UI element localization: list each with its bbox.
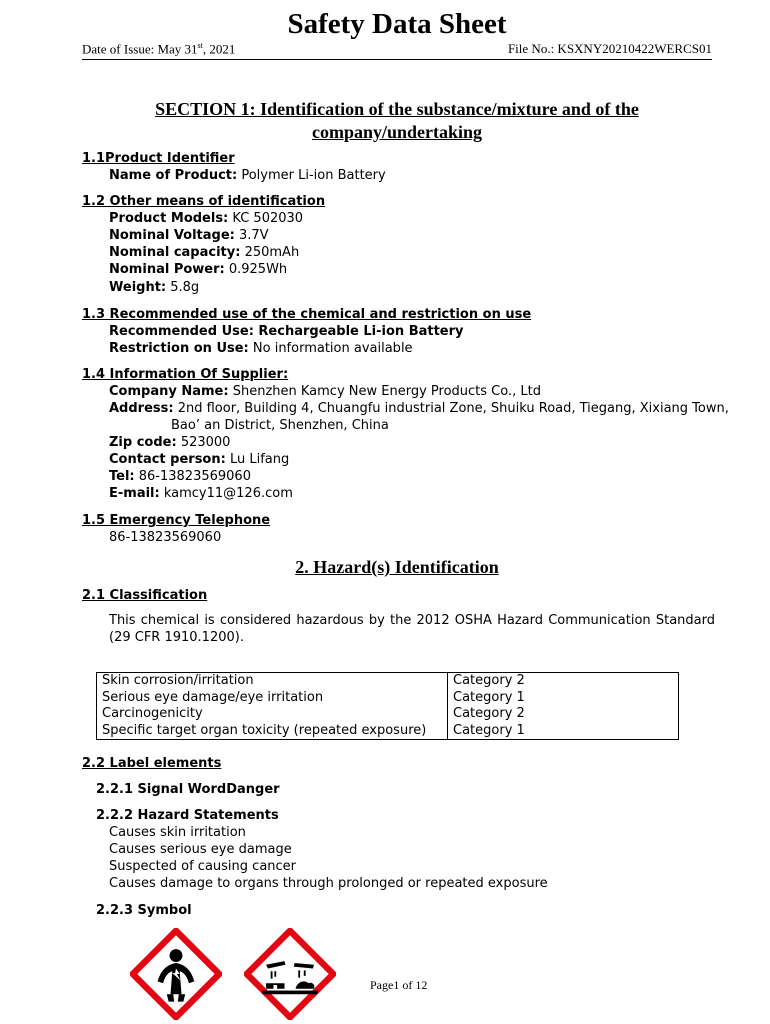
health-hazard-icon (130, 928, 222, 1020)
table-row (97, 690, 679, 707)
heading-2-2: 2.2 Label elements (82, 756, 222, 771)
file-number: File No.: KSXNY20210422WERCS01 (507, 41, 712, 56)
category-cell: Category 2 (448, 706, 679, 723)
hazard-statements-heading: 2.2.2 Hazard Statements (96, 808, 279, 823)
page-number: Page1 of 12 (370, 978, 428, 992)
symbol-heading: 2.2.3 Symbol (96, 903, 192, 918)
section-1-title: SECTION 1: Identification of the substance/mixture and of the company/undertaking (155, 99, 639, 142)
product-models-row: Product Models: KC 502030 (109, 211, 304, 226)
hazard-statement: Causes skin irritation (109, 825, 246, 840)
address-row: Address: 2nd floor, Building 4, Chuangfu industrial Zone, Shuiku Road, Tiegang, Xixiang Town, (109, 401, 729, 416)
contact-person-row: Contact person: Lu Lifang (109, 452, 290, 467)
issue-date: Date of Issue: May 31st, 2021 (82, 41, 236, 57)
nominal-voltage-row: Nominal Voltage: 3.7V (109, 228, 269, 243)
heading-1-3: 1.3 Recommended use of the chemical and restriction on use (82, 307, 532, 322)
nominal-power-row: Nominal Power: 0.925Wh (109, 262, 288, 277)
hazard-cell: Skin corrosion/irritation (97, 673, 448, 690)
nominal-capacity-row: Nominal capacity: 250mAh (109, 245, 300, 260)
zip-code-row: Zip code: 523000 (109, 435, 231, 450)
document-title: Safety Data Sheet (287, 8, 507, 40)
weight-row: Weight: 5.8g (109, 280, 200, 295)
heading-2-1: 2.1 Classification (82, 588, 208, 603)
product-name-row: Name of Product: Polymer Li-ion Battery (109, 168, 386, 183)
hazard-classification-table (96, 672, 679, 740)
hazard-cell: Specific target organ toxicity (repeated exposure) (97, 723, 448, 740)
table-row (97, 706, 679, 723)
heading-1-2: 1.2 Other means of identification (82, 194, 326, 209)
heading-1-1: 1.1Product Identifier (82, 151, 235, 166)
header-divider (82, 59, 712, 60)
heading-1-5: 1.5 Emergency Telephone (82, 513, 271, 528)
category-cell: Category 1 (448, 723, 679, 740)
address-row-2: Bao’ an District, Shenzhen, China (171, 418, 389, 433)
category-cell: Category 2 (448, 673, 679, 690)
hazard-cell: Serious eye damage/eye irritation (97, 690, 448, 707)
tel-row: Tel: 86-13823569060 (109, 469, 251, 484)
recommended-use-row: Recommended Use: Rechargeable Li-ion Battery (109, 324, 464, 339)
table-row (97, 723, 679, 740)
category-cell: Category 1 (448, 690, 679, 707)
hazard-statement: Causes damage to organs through prolonged or repeated exposure (109, 876, 548, 891)
hazard-statement: Causes serious eye damage (109, 842, 292, 857)
hazard-cell: Carcinogenicity (97, 706, 448, 723)
page-header (82, 8, 712, 60)
corrosion-icon (244, 928, 336, 1020)
company-name-row: Company Name: Shenzhen Kamcy New Energy Products Co., Ltd (109, 384, 541, 399)
restriction-row: Restriction on Use: No information available (109, 341, 413, 356)
section-2-title: 2. Hazard(s) Identification (295, 557, 499, 577)
email-row: E-mail: kamcy11@126.com (109, 486, 293, 501)
signal-word: 2.2.1 Signal WordDanger (96, 782, 280, 797)
heading-1-4: 1.4 Information Of Supplier: (82, 367, 289, 382)
hazard-statement: Suspected of causing cancer (109, 859, 297, 874)
emergency-phone: 86-13823569060 (109, 530, 222, 545)
classification-paragraph: This chemical is considered hazardous by the 2012 OSHA Hazard Communication Standard (29 CFR 1910.1200). (109, 613, 715, 645)
table-row (97, 673, 679, 690)
